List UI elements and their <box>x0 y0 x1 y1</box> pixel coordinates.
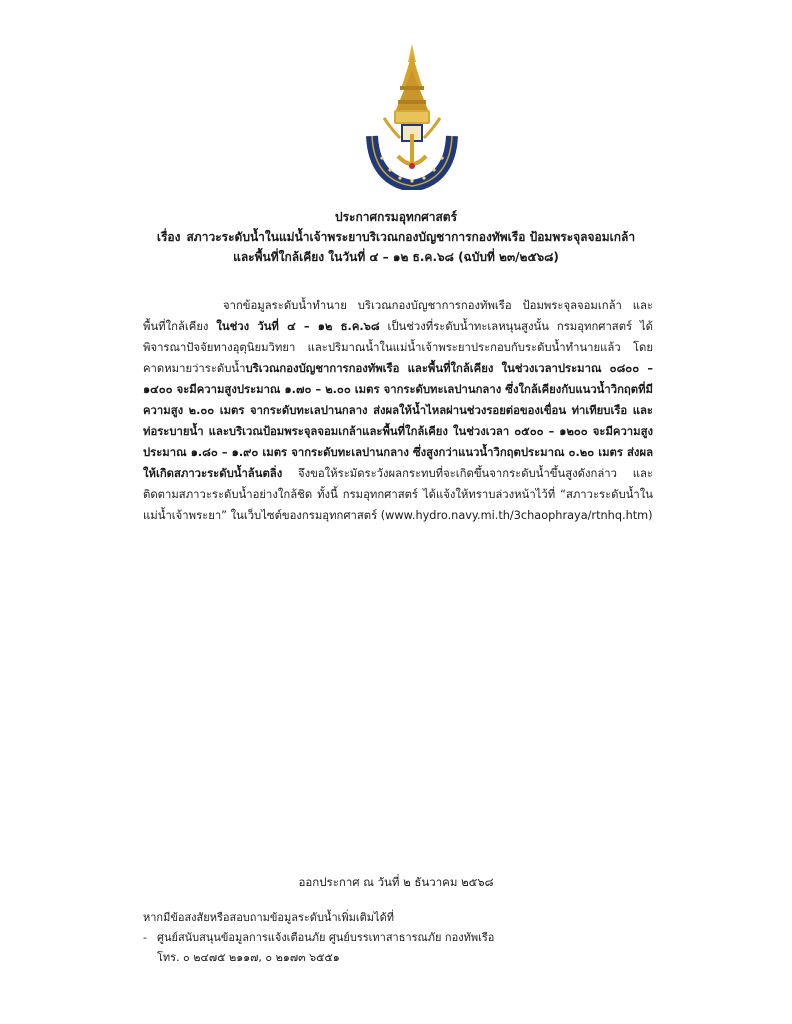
subject-text-1: สภาวะระดับน้ำในแม่น้ำเจ้าพระยาบริเวณกองบัญชาการกองทัพเรือ ป้อมพระจุลจอมเกล้า <box>186 230 636 244</box>
body-segment-3: เป็นช่วงที่ระดับน้ำทะเลหนุนสูงนั้น กรมอุทกศาสตร์ ได้พิจารณาปัจจัยทางอุตุนิยมวิทยา และปริมาณน้ำในแม่น้ำเจ้าพระยาประกอบกับระดับน้ำทำนายแล้ว โดยคาดหมายว่าระดับน้ำ <box>143 320 654 375</box>
body-paragraph <box>143 295 653 526</box>
subject-line-2: และพื้นที่ใกล้เคียง ในวันที่ ๔ – ๑๒ ธ.ค.๖๘ (ฉบับที่ ๒๓/๒๕๖๘) <box>233 250 559 264</box>
contact-phone: โทร. ๐ ๒๔๗๕ ๒๑๑๗, ๐ ๒๑๗๓ ๖๕๕๑ <box>157 951 340 964</box>
list-bullet: - <box>143 931 147 944</box>
announcement-date: ออกประกาศ ณ วันที่ ๒ ธันวาคม ๒๕๖๘ <box>298 875 494 889</box>
navy-hydrographic-department-emblem-icon <box>362 40 462 190</box>
document-header <box>0 207 792 267</box>
subject-line-1 <box>0 227 792 247</box>
contact-org-line <box>143 928 703 948</box>
body-segment-4-forecast: บริเวณกองบัญชาการกองทัพเรือ และพื้นที่ใกล้เคียง ในช่วงเวลาประมาณ ๐๘๐๐ – ๑๔๐๐ จะมีความสูงประมาณ ๑.๗๐ – ๒.๐๐ เมตร จากระดับทะเลปานกลาง ซึ่งใกล้เคียงกับแนวน้ำวิกฤตที่มีความสูง ๒.๐๐ เมตร จากระดับทะเลปานกลาง ส่งผลให้น้ำไหลผ่านช่วงรอยต่อของเขื่อน ท่าเทียบเรือ และท่อระบายน้ำ และบริเวณป้อมพระจุลจอมเกล้าและพื้นที่ใกล้เคียง ในช่วงเวลา ๐๕๐๐ – ๑๒๐๐ จะมีความสูงประมาณ ๑.๘๐ – ๑.๙๐ เมตร จากระดับทะเลปานกลาง ซึ่งสูงกว่าแนวน้ำวิกฤตประมาณ ๐.๒๐ เมตร ส่งผลให้เกิดสภาวะระดับน้ำล้นตลิ่ง <box>143 362 653 480</box>
document-title: ประกาศกรมอุทกศาสตร์ <box>334 210 458 224</box>
body-segment-2-date-range: ในช่วง วันที่ ๔ – ๑๒ ธ.ค.๖๘ <box>216 320 380 333</box>
subject-label: เรื่อง <box>156 230 181 244</box>
contact-section <box>143 908 703 968</box>
contact-org: ศูนย์สนับสนุนข้อมูลการแจ้งเตือนภัย ศูนย์บรรเทาสาธารณภัย กองทัพเรือ <box>157 931 495 944</box>
body-segment-1: จากข้อมูลระดับน้ำทำนาย บริเวณกองบัญชาการกองทัพเรือ ป้อมพระจุลจอมเกล้า และพื้นที่ใกล้เคียง <box>143 299 653 333</box>
body-segment-5: จึงขอให้ระมัดระวังผลกระทบที่จะเกิดขึ้นจากระดับน้ำขึ้นสูงดังกล่าว และติดตามสภาวะระดับน้ำอย่างใกล้ชิด ทั้งนี้ กรมอุทกศาสตร์ ได้แจ้งให้ทราบล่วงหน้าไว้ที่ “สภาวะระดับน้ำในแม่น้ำเจ้าพระยา” ในเว็บไซต์ของกรมอุทกศาสตร์ (www.hydro.navy.mi.th/3chaophraya/rtnhq.htm) <box>143 467 653 522</box>
contact-intro: หากมีข้อสงสัยหรือสอบถามข้อมูลระดับน้ำเพิ่มเติมได้ที่ <box>143 911 394 924</box>
